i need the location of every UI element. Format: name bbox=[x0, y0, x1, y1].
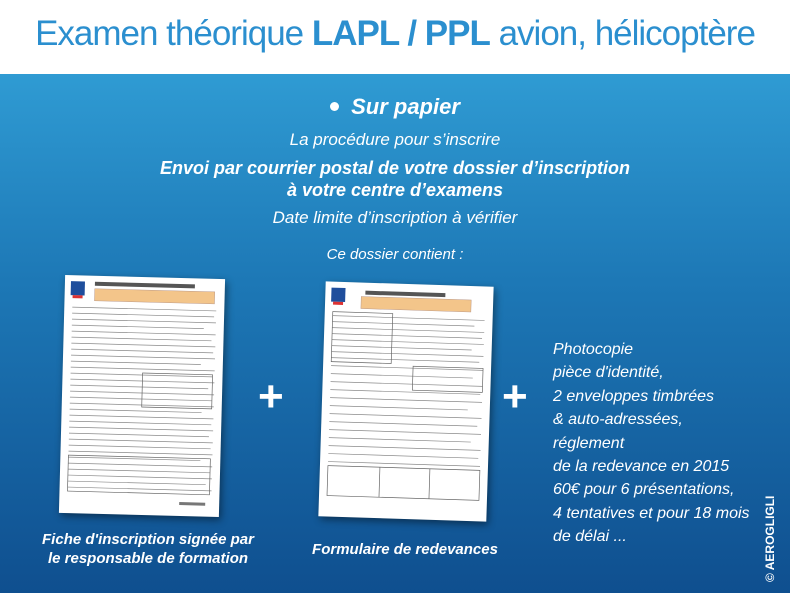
registration-form-caption bbox=[28, 530, 268, 568]
caption-line: Fiche d'inscription signée par bbox=[42, 531, 254, 548]
extras-line: pièce d'identité, bbox=[553, 364, 664, 382]
envoi-text bbox=[0, 157, 790, 201]
fee-form-caption: Formulaire de redevances bbox=[312, 541, 498, 558]
procedure-label: La procédure pour s’inscrire bbox=[289, 130, 501, 149]
title-part1: Examen théorique bbox=[35, 14, 312, 53]
form-logo-icon bbox=[331, 288, 345, 302]
form-lines bbox=[328, 316, 485, 467]
bullet-label: Sur papier bbox=[351, 94, 460, 119]
extras-line: & auto-adressées, bbox=[553, 411, 683, 429]
copyright-notice: © AEROGLIGLI bbox=[763, 495, 777, 582]
extras-line: de délai ... bbox=[553, 528, 627, 546]
bullet-icon bbox=[330, 102, 339, 111]
form-logo-icon bbox=[71, 281, 85, 295]
title-bold: LAPL / PPL bbox=[311, 14, 490, 53]
envoi-line1: Envoi par courrier postal de votre dossier d’inscription bbox=[159, 158, 631, 178]
fee-form-image bbox=[318, 281, 493, 521]
extras-line: 4 tentatives et pour 18 mois bbox=[553, 504, 750, 522]
extras-list bbox=[553, 338, 750, 549]
plus-sign-1: + bbox=[258, 372, 284, 421]
header bbox=[0, 0, 790, 74]
title-part2: avion, hélicoptère bbox=[489, 14, 755, 53]
form-header-band bbox=[94, 289, 214, 304]
page-title bbox=[0, 14, 790, 54]
date-note: Date limite d’inscription à vérifier bbox=[272, 208, 518, 227]
form-header-band bbox=[361, 297, 471, 312]
registration-form-image bbox=[59, 275, 225, 517]
fee-form-illustration bbox=[318, 281, 493, 521]
extras-line: de la redevance en 2015 bbox=[553, 458, 730, 476]
bullet-heading bbox=[0, 94, 790, 120]
registration-form-illustration bbox=[59, 275, 225, 517]
plus-sign-2: + bbox=[502, 372, 528, 421]
extras-line: réglement bbox=[553, 434, 625, 452]
extras-line: Photocopie bbox=[553, 341, 634, 358]
envoi-line2: à votre centre d’examens bbox=[286, 180, 504, 200]
extras-line: 60€ pour 6 présentations, bbox=[553, 481, 735, 499]
extras-line: 2 enveloppes timbrées bbox=[553, 387, 714, 405]
contents-label: Ce dossier contient : bbox=[326, 246, 464, 263]
caption-line: le responsable de formation bbox=[47, 550, 249, 567]
